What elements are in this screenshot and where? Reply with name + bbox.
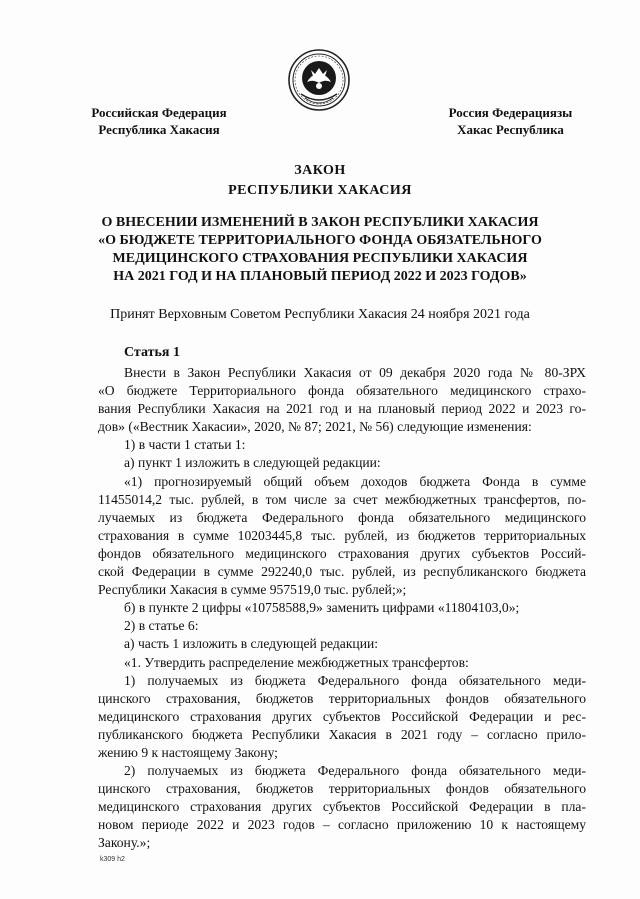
body-text-line: жению 9 к настоящему Закону; bbox=[98, 744, 278, 760]
body-text-line: 2) в статье 6: bbox=[124, 618, 199, 634]
body-text-line: 1) получаемых из бюджета Федерального фонда обязательного меди- bbox=[124, 672, 586, 688]
footer-code: k309 h2 bbox=[100, 856, 125, 863]
body-text-line: публиканского бюджета Республики Хакасия в 2021 году – согласно прило- bbox=[98, 726, 586, 742]
header-left-line-1: Российская Федерация bbox=[91, 105, 227, 120]
body-text-line: «1. Утвердить распределение межбюджетных трансфертов: bbox=[124, 654, 469, 670]
body-text-line: новом периоде 2022 и 2023 годов – согласно приложению 10 к настоящему bbox=[98, 817, 586, 833]
header-right-line-1: Россия Федерациязы bbox=[448, 105, 573, 120]
body-text-line: фондов обязательного медицинского страхования других субъектов Россий- bbox=[98, 545, 586, 561]
body-text-line: 1) в части 1 статьи 1: bbox=[124, 437, 246, 453]
body-text-line: медицинского страхования других субъектов Российской Федерации в пла- bbox=[98, 799, 586, 815]
body-text-line: «О бюджете Территориального фонда обязательного медицинского страхо- bbox=[98, 383, 586, 399]
body-text-line: медицинского страхования других субъектов Российской Федерации и рес- bbox=[98, 708, 586, 724]
header-left bbox=[84, 104, 234, 138]
body-text-line: Закону.»; bbox=[98, 835, 151, 851]
article-body bbox=[98, 364, 586, 853]
adoption-note: Принят Верховным Советом Республики Хакасия 24 ноября 2021 года bbox=[110, 307, 530, 322]
body-text-line: вания Республики Хакасия на 2021 год и на плановый период 2022 и 2023 го- bbox=[98, 401, 586, 417]
body-text-line: ской Федерации в сумме 292240,0 тыс. рублей, из республиканского бюджета bbox=[98, 564, 586, 580]
body-text-line: дов» («Вестник Хакасии», 2020, № 87; 2021, № 56) следующие изменения: bbox=[98, 419, 532, 435]
body-text-line: 11455014,2 тыс. рублей, в том числе за счет межбюджетных трансфертов, по- bbox=[98, 491, 586, 507]
header-right-line-2: Хакас Республика bbox=[457, 122, 564, 137]
body-text-line: Внести в Закон Республики Хакасия от 09 декабря 2020 года № 80-ЗРХ bbox=[124, 365, 586, 380]
title-law: ЗАКОН bbox=[294, 163, 346, 178]
title-republic: РЕСПУБЛИКИ ХАКАСИЯ bbox=[228, 183, 412, 198]
body-text-line: лучаемых из бюджета Федерального фонда обязательного медицинского bbox=[98, 509, 586, 525]
body-text-line: 2) получаемых из бюджета Федерального фонда обязательного меди- bbox=[124, 763, 586, 779]
body-text-line: «1) прогнозируемый общий объем доходов бюджета Фонда в сумме bbox=[124, 473, 586, 489]
body-text-line: цинского страхования, бюджетов территориальных фондов обязательного bbox=[98, 781, 586, 797]
law-subject-title bbox=[0, 214, 640, 286]
law-subject-line: НА 2021 ГОД И НА ПЛАНОВЫЙ ПЕРИОД 2022 И 2023 ГОДОВ» bbox=[113, 269, 527, 284]
coat-of-arms-emblem bbox=[287, 48, 351, 112]
body-text-line: а) часть 1 изложить в следующей редакции: bbox=[124, 636, 379, 652]
law-subject-line: «О БЮДЖЕТЕ ТЕРРИТОРИАЛЬНОГО ФОНДА ОБЯЗАТЕЛЬНОГО bbox=[98, 233, 542, 248]
body-text-line: страхования в сумме 10203445,8 тыс. рублей, из бюджетов территориальных bbox=[98, 527, 586, 543]
law-subject-line: О ВНЕСЕНИИ ИЗМЕНЕНИЙ В ЗАКОН РЕСПУБЛИКИ ХАКАСИЯ bbox=[101, 215, 539, 230]
header-left-line-2: Республика Хакасия bbox=[98, 122, 220, 137]
body-text-line: цинского страхования, бюджетов территориальных фондов обязательного bbox=[98, 690, 586, 706]
header-right bbox=[438, 104, 583, 138]
body-text-line: Республики Хакасия в сумме 957519,0 тыс. рублей;»; bbox=[98, 582, 407, 598]
law-subject-line: МЕДИЦИНСКОГО СТРАХОВАНИЯ РЕСПУБЛИКИ ХАКАСИЯ bbox=[112, 251, 528, 266]
body-text-line: а) пункт 1 изложить в следующей редакции: bbox=[124, 455, 381, 471]
article-heading: Статья 1 bbox=[124, 345, 180, 360]
body-text-line: б) в пункте 2 цифры «10758588,9» заменить цифрами «11804103,0»; bbox=[124, 600, 520, 616]
